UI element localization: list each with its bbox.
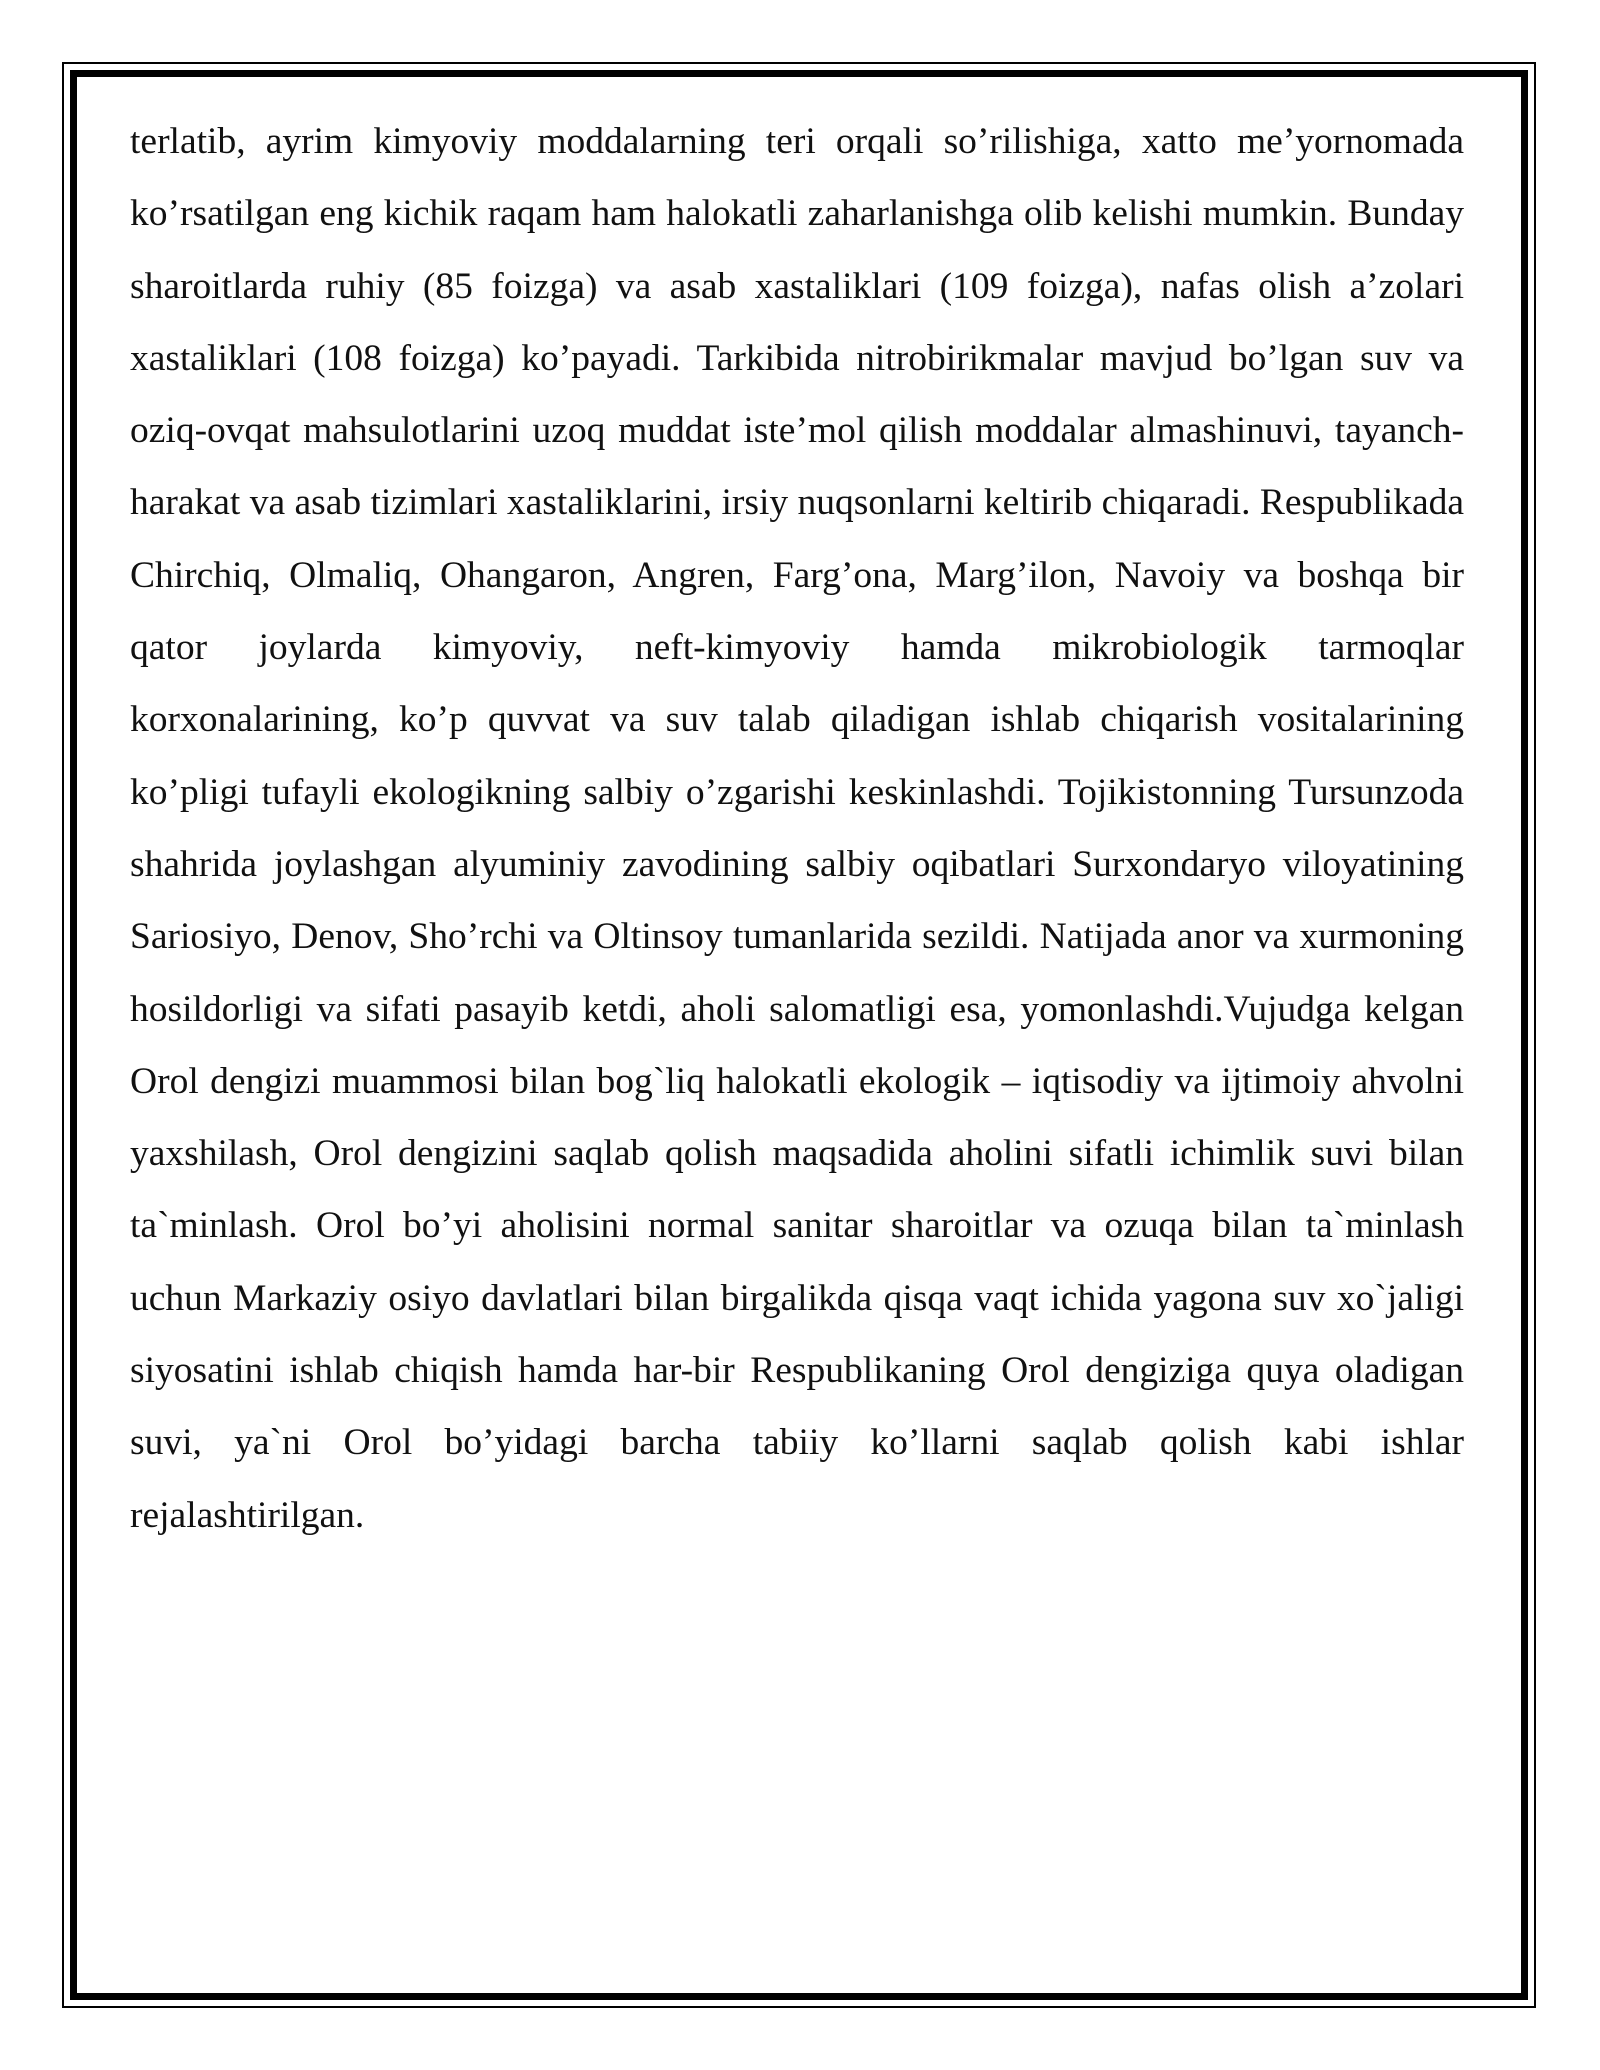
body-paragraph: terlatib, ayrim kimyoviy moddalarning teri orqali so’rilishiga, xatto me’yornomada ko’rsatilgan eng kichik raqam ham halokatli zaharlanishga olib kelishi mumkin. Bunday sharoitlarda ruhiy (85 foizga) va asab xastaliklari (109 foizga), nafas olish a’zolari xastaliklari (108 foizga) ko’payadi. Tarkibida nitrobirikmalar mavjud bo’lgan suv va oziq-ovqat mahsulotlarini uzoq muddat iste’mol qilish moddalar almashinuvi, tayanch-harakat va asab tizimlari xastaliklarini, irsiy nuqsonlarni keltirib chiqaradi. Respublikada Chirchiq, Olmaliq, Ohangaron, Angren, Farg’ona, Marg’ilon, Navoiy va boshqa bir qator joylarda kimyoviy, neft-kimyoviy hamda mikrobiologik tarmoqlar korxonalarining, ko’p quvvat va suv talab qiladigan ishlab chiqarish vositalarining ko’pligi tufayli ekologikning salbiy o’zgarishi keskinlashdi. Tojikistonning Tursunzoda shahrida joylashgan alyuminiy zavodining salbiy oqibatlari Surxondaryo viloyatining Sariosiyo, Denov, Sho’rchi va Oltinsoy tumanlarida sezildi. Natijada anor va xurmoning hosildorligi va sifati pasayib ketdi, aholi salomatligi esa, yomonlashdi.Vujudga kelgan Orol dengizi muammosi bilan bog`liq halokatli ekologik – iqtisodiy va ijtimoiy ahvolni yaxshilash, Orol dengizini saqlab qolish maqsadida aholini sifatli ichimlik suvi bilan ta`minlash. Orol bo’yi aholisini normal sanitar sharoitlar va ozuqa bilan ta`minlash uchun Markaziy osiyo davlatlari bilan birgalikda qisqa vaqt ichida yagona suv xo`jaligi siyosatini ishlab chiqish hamda har-bir Respublikaning Orol dengiziga quya oladigan suvi, ya`ni Orol bo’yidagi barcha tabiiy ko’llarni saqlab qolish kabi ishlar rejalashtirilgan. [130, 121, 1464, 1536]
